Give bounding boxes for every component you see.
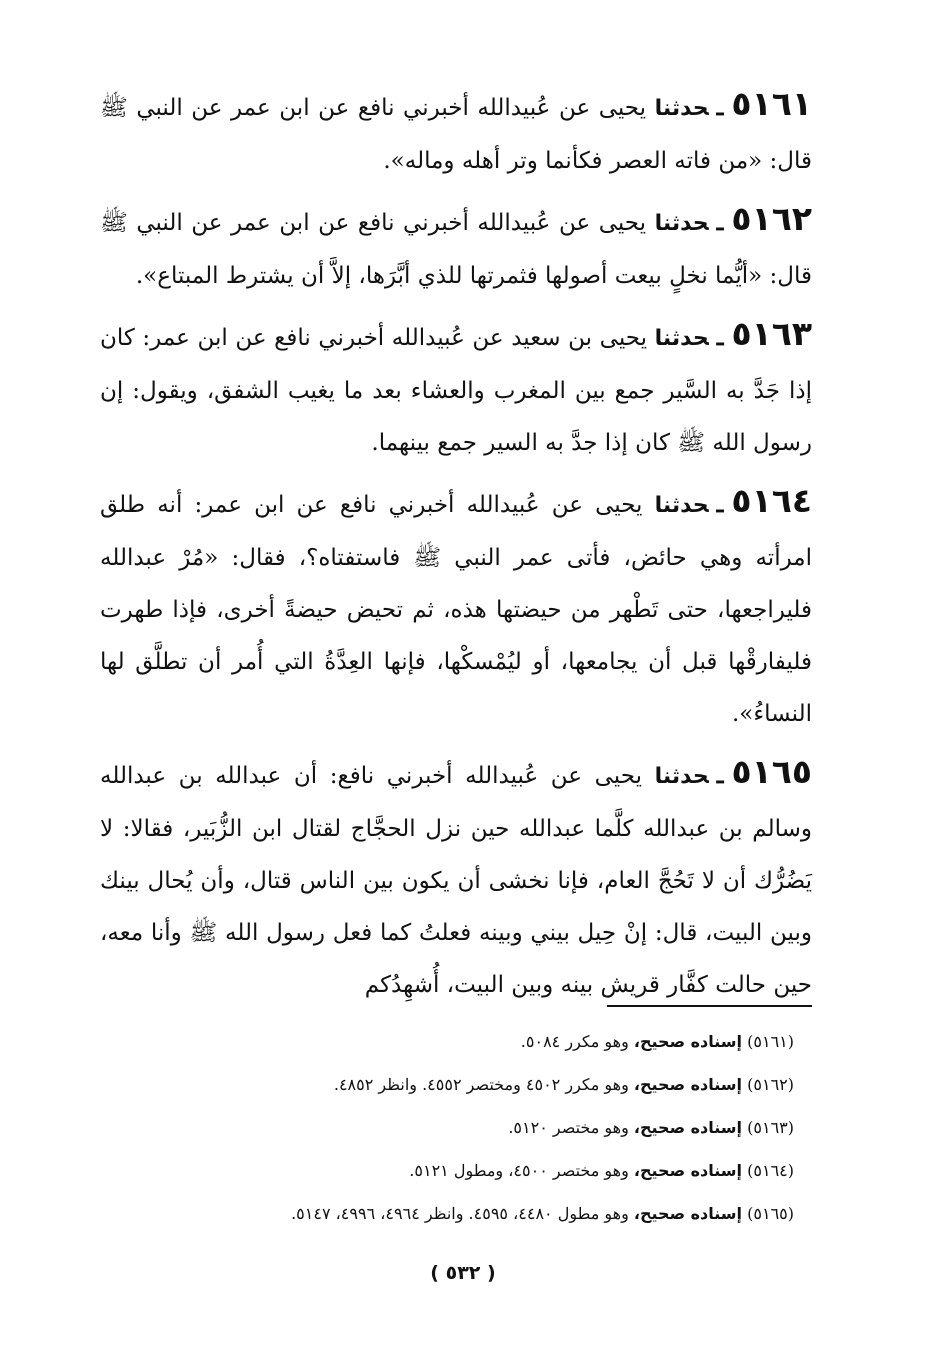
hadith-text: يحيى عن عُبيدالله أخبرني نافع عن ابن عمر: أنه طلق امرأته وهي حائض، فأتى عمر النبي ﷺ فاستفتاه؟، فقال: «مُرْ عبدالله فليراجعها، حتى تَطْهر من حيضتها هذه، ثم تحيض حيضةً أخرى، فإذا طهرت فليفارقْها قبل أن يجامعها، أو ليُمْسكْها، فإنها العِدَّةُ التي أُمر أن تطلَّق لها النساءُ». [100,492,812,727]
hadith-dash: ـ [716,209,724,236]
footnotes [100,1020,794,1235]
hadith-opening-word: حدثنا [654,764,709,789]
hadith-dash: ـ [716,94,724,121]
hadith-opening-word: حدثنا [654,326,709,351]
hadith-text: يحيى عن عُبيدالله أخبرني نافع: أن عبدالله بن عبدالله وسالم بن عبدالله كلَّما عبدالله حين نزل الحجَّاج لقتال ابن الزُّبَير، فقالا: لا يَضُرُّك أن لا تَحُجَّ العام، فإنا نخشى أن يكون بين الناس قتال، وأن يُحال بينك وبين البيت، قال: إنْ حِيل بيني وبينه فعلتُ كما فعل رسول الله ﷺ وأنا معه، حين حالت كفَّار قريش بينه وبين البيت، أُشهِدُكم [100,763,812,998]
footnote-number: (٥١٦١) [747,1032,794,1051]
footnote-number: (٥١٦٥) [747,1204,794,1223]
footnote-grading: إسناده صحيح، [633,1118,743,1137]
hadith-text: يحيى بن سعيد عن عُبيدالله أخبرني نافع عن ابن عمر: كان إذا جَدَّ به السَّير جمع بين المغرب والعشاء بعد ما يغيب الشفق، ويقول: إن رسول الله ﷺ كان إذا جدَّ به السير جمع بينهما. [100,325,812,456]
footnote-grading: إسناده صحيح، [633,1161,743,1180]
footnote-grading: إسناده صحيح، [633,1075,743,1094]
hadith-5161 [100,78,812,187]
footnote-5161 [100,1020,794,1063]
hadith-dash: ـ [716,324,724,351]
hadith-number: ٥١٦٥ [731,752,813,791]
hadith-number: ٥١٦٤ [731,481,812,520]
footnote-5165 [100,1192,794,1235]
hadith-opening-word: حدثنا [654,493,709,518]
footnote-grading: إسناده صحيح، [633,1032,743,1051]
hadith-number: ٥١٦٣ [731,314,813,353]
footnote-text: وهو مطول ٤٤٨٠، ٤٥٩٥. وانظر ٤٩٦٤، ٤٩٩٦، ٥١٤٧. [291,1204,629,1223]
hadith-opening-word: حدثنا [654,96,709,121]
hadith-number: ٥١٦١ [731,84,812,123]
footnote-text: وهو مختصر ٤٥٠٠، ومطول ٥١٢١. [409,1161,629,1180]
hadith-dash: ـ [716,491,724,518]
hadith-dash: ـ [716,762,724,789]
footnote-separator [607,1005,812,1007]
hadith-text: يحيى عن عُبيدالله أخبرني نافع عن ابن عمر عن النبي ﷺ قال: «من فاته العصر فكأنما وتر أهله وماله». [100,95,812,174]
footnote-text: وهو مكرر ٥٠٨٤. [520,1032,629,1051]
footnote-number: (٥١٦٤) [747,1161,794,1180]
footnote-5162 [100,1063,794,1106]
hadith-5165 [100,746,812,1011]
hadith-5163 [100,308,812,469]
hadith-number: ٥١٦٢ [731,199,812,238]
footnote-text: وهو مكرر ٤٥٠٢ ومختصر ٤٥٥٢. وانظر ٤٨٥٢. [333,1075,629,1094]
hadith-opening-word: حدثنا [654,211,709,236]
footnote-5164 [100,1149,794,1192]
footnote-5163 [100,1106,794,1149]
page-body [100,78,812,1017]
hadith-5162 [100,193,812,302]
footnote-number: (٥١٦٣) [747,1118,794,1137]
page-number: ( ٥٣٢ ) [430,1262,496,1284]
hadith-text: يحيى عن عُبيدالله أخبرني نافع عن ابن عمر عن النبي ﷺ قال: «أيُّما نخلٍ بيعت أصولها فثمرتها للذي أبَّرَها، إلاَّ أن يشترط المبتاع». [100,210,812,289]
footnote-grading: إسناده صحيح، [633,1204,743,1223]
footnote-text: وهو مختصر ٥١٢٠. [508,1118,629,1137]
footnote-number: (٥١٦٢) [747,1075,794,1094]
hadith-5164 [100,475,812,740]
